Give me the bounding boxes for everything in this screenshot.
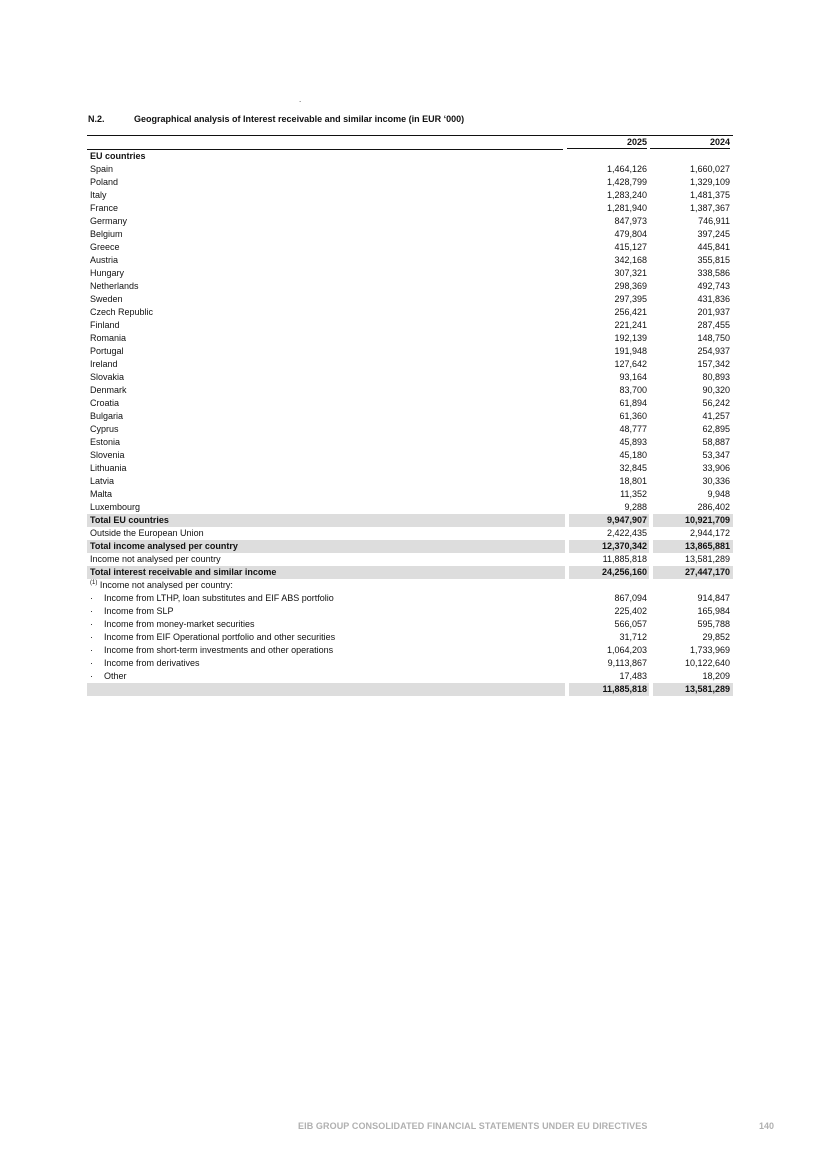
row-label: Income from SLP	[104, 606, 174, 616]
footnote-row	[87, 579, 733, 592]
bullet-mark: ·	[90, 619, 93, 629]
table-row	[87, 241, 733, 254]
footnote-marker: (1)	[90, 580, 98, 586]
row-label: Slovenia	[90, 450, 125, 460]
table-row	[87, 319, 733, 332]
value-2025: 18,801	[619, 476, 647, 486]
header-2025: 2025	[567, 136, 647, 149]
table-row	[87, 228, 733, 241]
row-label: Income from money-market securities	[104, 619, 255, 629]
value-2025: 192,139	[614, 333, 647, 343]
value-2024: 338,586	[697, 268, 730, 278]
bullet-mark: ·	[90, 645, 93, 655]
value-2025: 11,352	[620, 489, 647, 499]
value-2024: 41,257	[702, 411, 730, 421]
value-2025: 127,642	[614, 359, 647, 369]
row-label: Total interest receivable and similar income	[90, 567, 277, 577]
value-2025: 31,712	[619, 632, 647, 642]
breakdown-row	[87, 657, 733, 670]
value-2024: 1,733,969	[689, 645, 730, 655]
table-row	[87, 462, 733, 475]
value-2024: 355,815	[697, 255, 730, 265]
value-2024: 286,402	[697, 502, 730, 512]
value-2025: 415,127	[614, 242, 647, 252]
header-2024: 2024	[650, 136, 730, 149]
row-label: Income from short-term investments and other operations	[104, 645, 334, 655]
value-2025: 867,094	[614, 593, 647, 603]
value-2024: 397,245	[697, 229, 730, 239]
table-row	[87, 215, 733, 228]
value-2025: 342,168	[614, 255, 647, 265]
row-label: Lithuania	[90, 463, 127, 473]
row-label: EU countries	[90, 151, 146, 161]
breakdown-row	[87, 644, 733, 657]
value-2024: 746,911	[698, 216, 730, 226]
value-2025: 191,948	[614, 346, 647, 356]
row-label: Austria	[90, 255, 119, 265]
section-heading	[88, 114, 464, 124]
outside-eu-row	[87, 527, 733, 540]
row-label: Hungary	[90, 268, 125, 278]
value-2025: 566,057	[614, 619, 647, 629]
value-2025: 9,947,907	[606, 515, 647, 525]
value-2025: 48,777	[619, 424, 647, 434]
group-label-row	[87, 150, 733, 163]
row-label: Croatia	[90, 398, 120, 408]
row-label: France	[90, 203, 119, 213]
value-2024: 1,329,109	[689, 177, 730, 187]
value-2024: 148,750	[697, 333, 730, 343]
row-label: Outside the European Union	[90, 528, 204, 538]
footnote-text: Income not analysed per country:	[99, 580, 233, 590]
row-label: Czech Republic	[90, 307, 154, 317]
table-header-row	[87, 136, 733, 148]
value-2024: 58,887	[702, 437, 730, 447]
value-2025: 17,483	[619, 671, 647, 681]
table-row	[87, 501, 733, 514]
row-label: Bulgaria	[90, 411, 124, 421]
section-title: Geographical analysis of Interest receivable and similar income (in EUR ‘000)	[134, 114, 465, 124]
value-2024: 2,944,172	[689, 528, 730, 538]
breakdown-row	[87, 670, 733, 683]
table-row	[87, 332, 733, 345]
page-footer: EIB GROUP CONSOLIDATED FINANCIAL STATEMENTS UNDER EU DIRECTIVES	[298, 1121, 648, 1131]
table-row	[87, 358, 733, 371]
table-row	[87, 189, 733, 202]
total-analysed-row	[87, 540, 733, 553]
row-label: Sweden	[90, 294, 123, 304]
row-label: Belgium	[90, 229, 123, 239]
breakdown-row	[87, 605, 733, 618]
page-number: 140	[759, 1121, 775, 1131]
value-2025: 847,973	[614, 216, 647, 226]
value-2024: 18,209	[702, 671, 730, 681]
breakdown-row	[87, 592, 733, 605]
row-label: Romania	[90, 333, 127, 343]
table-row	[87, 423, 733, 436]
value-2025: 298,369	[614, 281, 647, 291]
value-2024: 492,743	[697, 281, 730, 291]
value-2024: 287,455	[697, 320, 730, 330]
value-2025: 61,894	[619, 398, 647, 408]
row-label: Italy	[90, 190, 107, 200]
value-2024: 595,788	[697, 619, 730, 629]
value-2025: 9,288	[624, 502, 647, 512]
row-label: Other	[104, 671, 127, 681]
row-label: Latvia	[90, 476, 115, 486]
row-label: Income from derivatives	[104, 658, 200, 668]
value-2025: 225,402	[614, 606, 647, 616]
value-2024: 1,660,027	[689, 164, 730, 174]
value-2024: 53,347	[702, 450, 730, 460]
row-label: Estonia	[90, 437, 121, 447]
value-2024: 13,581,289	[684, 554, 730, 564]
value-2024: 30,336	[702, 476, 730, 486]
value-2024: 13,865,881	[684, 541, 730, 551]
row-label: Income from EIF Operational portfolio and other securities	[104, 632, 336, 642]
value-2025: 83,700	[619, 385, 647, 395]
value-2024: 914,847	[697, 593, 730, 603]
row-label: Malta	[90, 489, 113, 499]
value-2025: 93,164	[619, 372, 647, 382]
value-2024: 62,895	[702, 424, 730, 434]
table-row	[87, 280, 733, 293]
row-label: Slovakia	[90, 372, 125, 382]
value-2025: 11,885,818	[602, 554, 647, 564]
row-label	[90, 579, 233, 592]
breakdown-row	[87, 631, 733, 644]
row-label: Total EU countries	[90, 515, 169, 525]
value-2024: 157,342	[697, 359, 730, 369]
value-2025: 9,113,867	[607, 658, 647, 668]
value-2025: 32,845	[619, 463, 647, 473]
total-interest-row	[87, 566, 733, 579]
table-row	[87, 436, 733, 449]
bullet-mark: ·	[90, 671, 93, 681]
stray-dot: .	[299, 95, 302, 104]
bullet-mark: ·	[90, 593, 93, 603]
table-row	[87, 306, 733, 319]
value-2024: 90,320	[702, 385, 730, 395]
value-2024: 56,242	[702, 398, 730, 408]
table-row	[87, 384, 733, 397]
value-2025: 2,422,435	[606, 528, 647, 538]
row-label: Cyprus	[90, 424, 119, 434]
value-2025: 61,360	[619, 411, 647, 421]
value-2024: 431,836	[697, 294, 730, 304]
row-label: Netherlands	[90, 281, 139, 291]
row-label: Germany	[90, 216, 128, 226]
table-row	[87, 410, 733, 423]
value-2025: 221,241	[614, 320, 647, 330]
row-label: Total income analysed per country	[90, 541, 238, 551]
value-2024: 29,852	[702, 632, 730, 642]
breakdown-total-row	[87, 683, 733, 696]
row-label: Greece	[90, 242, 120, 252]
value-2025: 45,893	[619, 437, 647, 447]
value-2024: 445,841	[697, 242, 730, 252]
value-2025: 1,428,799	[606, 177, 647, 187]
bullet-mark: ·	[90, 606, 93, 616]
row-label: Income not analysed per country	[90, 554, 221, 564]
value-2025: 256,421	[614, 307, 647, 317]
table-row	[87, 202, 733, 215]
table-row	[87, 345, 733, 358]
section-number: N.2.	[88, 114, 105, 124]
value-2025: 1,464,126	[606, 164, 647, 174]
row-label: Poland	[90, 177, 119, 187]
bullet-mark: ·	[90, 632, 93, 642]
table-row	[87, 254, 733, 267]
row-label: Finland	[90, 320, 120, 330]
value-2024: 27,447,170	[684, 567, 730, 577]
table-row	[87, 475, 733, 488]
row-label: Denmark	[90, 385, 127, 395]
row-label: Portugal	[90, 346, 124, 356]
table-row	[87, 176, 733, 189]
table-row	[87, 449, 733, 462]
value-2025: 24,256,160	[601, 567, 647, 577]
value-2024: 201,937	[697, 307, 730, 317]
not-analysed-row	[87, 553, 733, 566]
row-label: Luxembourg	[90, 502, 141, 512]
value-2025: 297,395	[614, 294, 647, 304]
table-row	[87, 163, 733, 176]
table-row	[87, 488, 733, 501]
table-row	[87, 267, 733, 280]
value-2025: 307,321	[614, 268, 647, 278]
value-2024: 165,984	[697, 606, 730, 616]
value-2024: 1,387,367	[689, 203, 730, 213]
value-2025: 45,180	[619, 450, 647, 460]
row-label: Spain	[90, 164, 114, 174]
value-2025: 1,283,240	[606, 190, 647, 200]
value-2025: 1,064,203	[606, 645, 647, 655]
table-row	[87, 371, 733, 384]
value-2024: 13,581,289	[684, 684, 730, 694]
value-2024: 80,893	[702, 372, 730, 382]
value-2025: 479,804	[614, 229, 647, 239]
value-2024: 9,948	[707, 489, 730, 499]
breakdown-row	[87, 618, 733, 631]
row-label: Income from LTHP, loan substitutes and EIF ABS portfolio	[104, 593, 334, 603]
value-2025: 11,885,818	[602, 684, 647, 694]
value-2024: 10,122,640	[684, 658, 730, 668]
row-label: Ireland	[90, 359, 118, 369]
value-2025: 12,370,342	[601, 541, 647, 551]
total-eu-row	[87, 514, 733, 527]
value-2025: 1,281,940	[606, 203, 647, 213]
value-2024: 1,481,375	[689, 190, 730, 200]
value-2024: 33,906	[702, 463, 730, 473]
table-row	[87, 293, 733, 306]
value-2024: 254,937	[697, 346, 730, 356]
table-row	[87, 397, 733, 410]
value-2024: 10,921,709	[684, 515, 730, 525]
bullet-mark: ·	[90, 658, 93, 668]
